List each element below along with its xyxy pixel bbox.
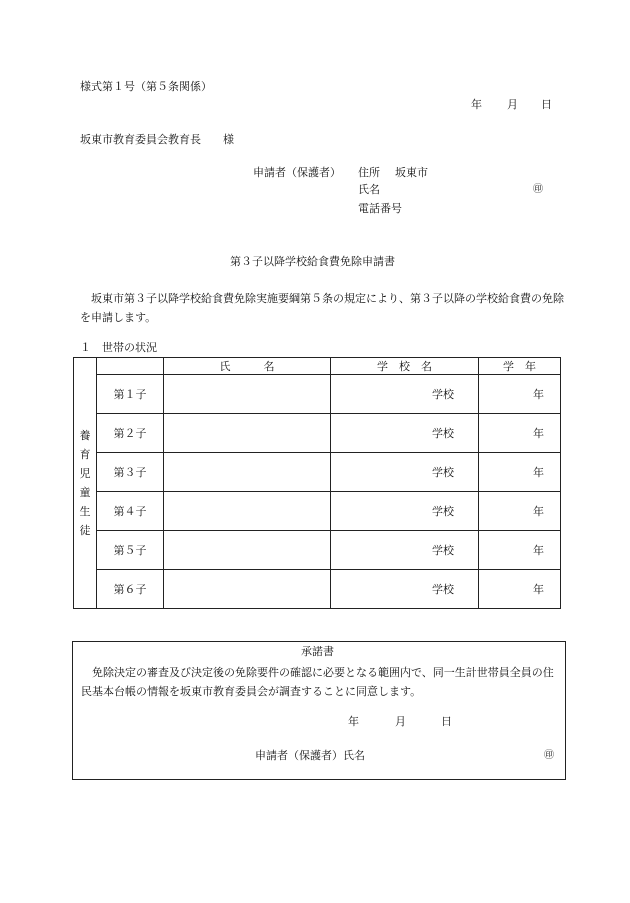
consent-date-month: 月 (395, 715, 406, 728)
consent-title: 承諾書 (301, 645, 334, 658)
table-row (74, 531, 561, 570)
consent-seal: ㊞ (544, 750, 554, 761)
date-day: 日 (541, 98, 552, 111)
table-row (74, 453, 561, 492)
date-year: 年 (471, 98, 482, 111)
child-order: 第２子 (97, 414, 164, 453)
address-value: 坂東市 (395, 166, 428, 179)
consent-signer: 申請者（保護者）氏名 (255, 749, 365, 762)
phone-label: 電話番号 (358, 202, 402, 215)
side-label: 養 育 児 童 生 徒 (74, 358, 97, 609)
child-school-cell[interactable]: 学校 (331, 375, 479, 414)
child-name-cell[interactable] (164, 453, 331, 492)
child-order: 第１子 (97, 375, 164, 414)
child-name-cell[interactable] (164, 414, 331, 453)
child-grade-cell[interactable]: 年 (479, 375, 561, 414)
table-row (74, 570, 561, 609)
child-school-cell[interactable]: 学校 (331, 570, 479, 609)
addressee: 坂東市教育委員会教育長 様 (80, 133, 234, 146)
child-name-cell[interactable] (164, 531, 331, 570)
section1-heading: １ 世帯の状況 (80, 341, 157, 354)
intro-paragraph: 坂東市第３子以降学校給食費免除実施要綱第５条の規定により、第３子以降の学校給食費の免除を申請します。 (80, 292, 564, 324)
name-label: 氏名 (358, 183, 380, 196)
child-grade-cell[interactable]: 年 (479, 570, 561, 609)
consent-body: 免除決定の審査及び決定後の免除要件の確認に必要となる範囲内で、同一生計世帯員全員の住民基本台帳の情報を坂東市教育委員会が調査することに同意します。 (81, 666, 554, 698)
child-name-cell[interactable] (164, 570, 331, 609)
consent-box (72, 641, 566, 780)
consent-date-year: 年 (348, 715, 359, 728)
date-month: 月 (507, 98, 518, 111)
child-name-cell[interactable] (164, 375, 331, 414)
child-school-cell[interactable]: 学校 (331, 492, 479, 531)
child-grade-cell[interactable]: 年 (479, 453, 561, 492)
child-school-cell[interactable]: 学校 (331, 414, 479, 453)
child-grade-cell[interactable]: 年 (479, 531, 561, 570)
consent-date-day: 日 (441, 715, 452, 728)
header-blank (97, 358, 164, 375)
child-order: 第５子 (97, 531, 164, 570)
child-order: 第６子 (97, 570, 164, 609)
household-table (73, 357, 561, 609)
table-row (74, 414, 561, 453)
child-grade-cell[interactable]: 年 (479, 492, 561, 531)
child-school-cell[interactable]: 学校 (331, 453, 479, 492)
applicant-seal: ㊞ (533, 184, 543, 195)
address-label: 住所 (358, 166, 380, 179)
child-school-cell[interactable]: 学校 (331, 531, 479, 570)
child-order: 第４子 (97, 492, 164, 531)
header-school: 学 校 名 (331, 358, 479, 375)
header-name: 氏 名 (164, 358, 331, 375)
child-order: 第３子 (97, 453, 164, 492)
table-row (74, 375, 561, 414)
header-grade: 学 年 (479, 358, 561, 375)
form-number: 様式第１号（第５条関係） (80, 80, 212, 93)
table-row (74, 492, 561, 531)
applicant-label: 申請者（保護者） (253, 166, 341, 179)
child-name-cell[interactable] (164, 492, 331, 531)
document-title: 第３子以降学校給食費免除申請書 (230, 255, 395, 268)
child-grade-cell[interactable]: 年 (479, 414, 561, 453)
table-header-row (74, 358, 561, 375)
